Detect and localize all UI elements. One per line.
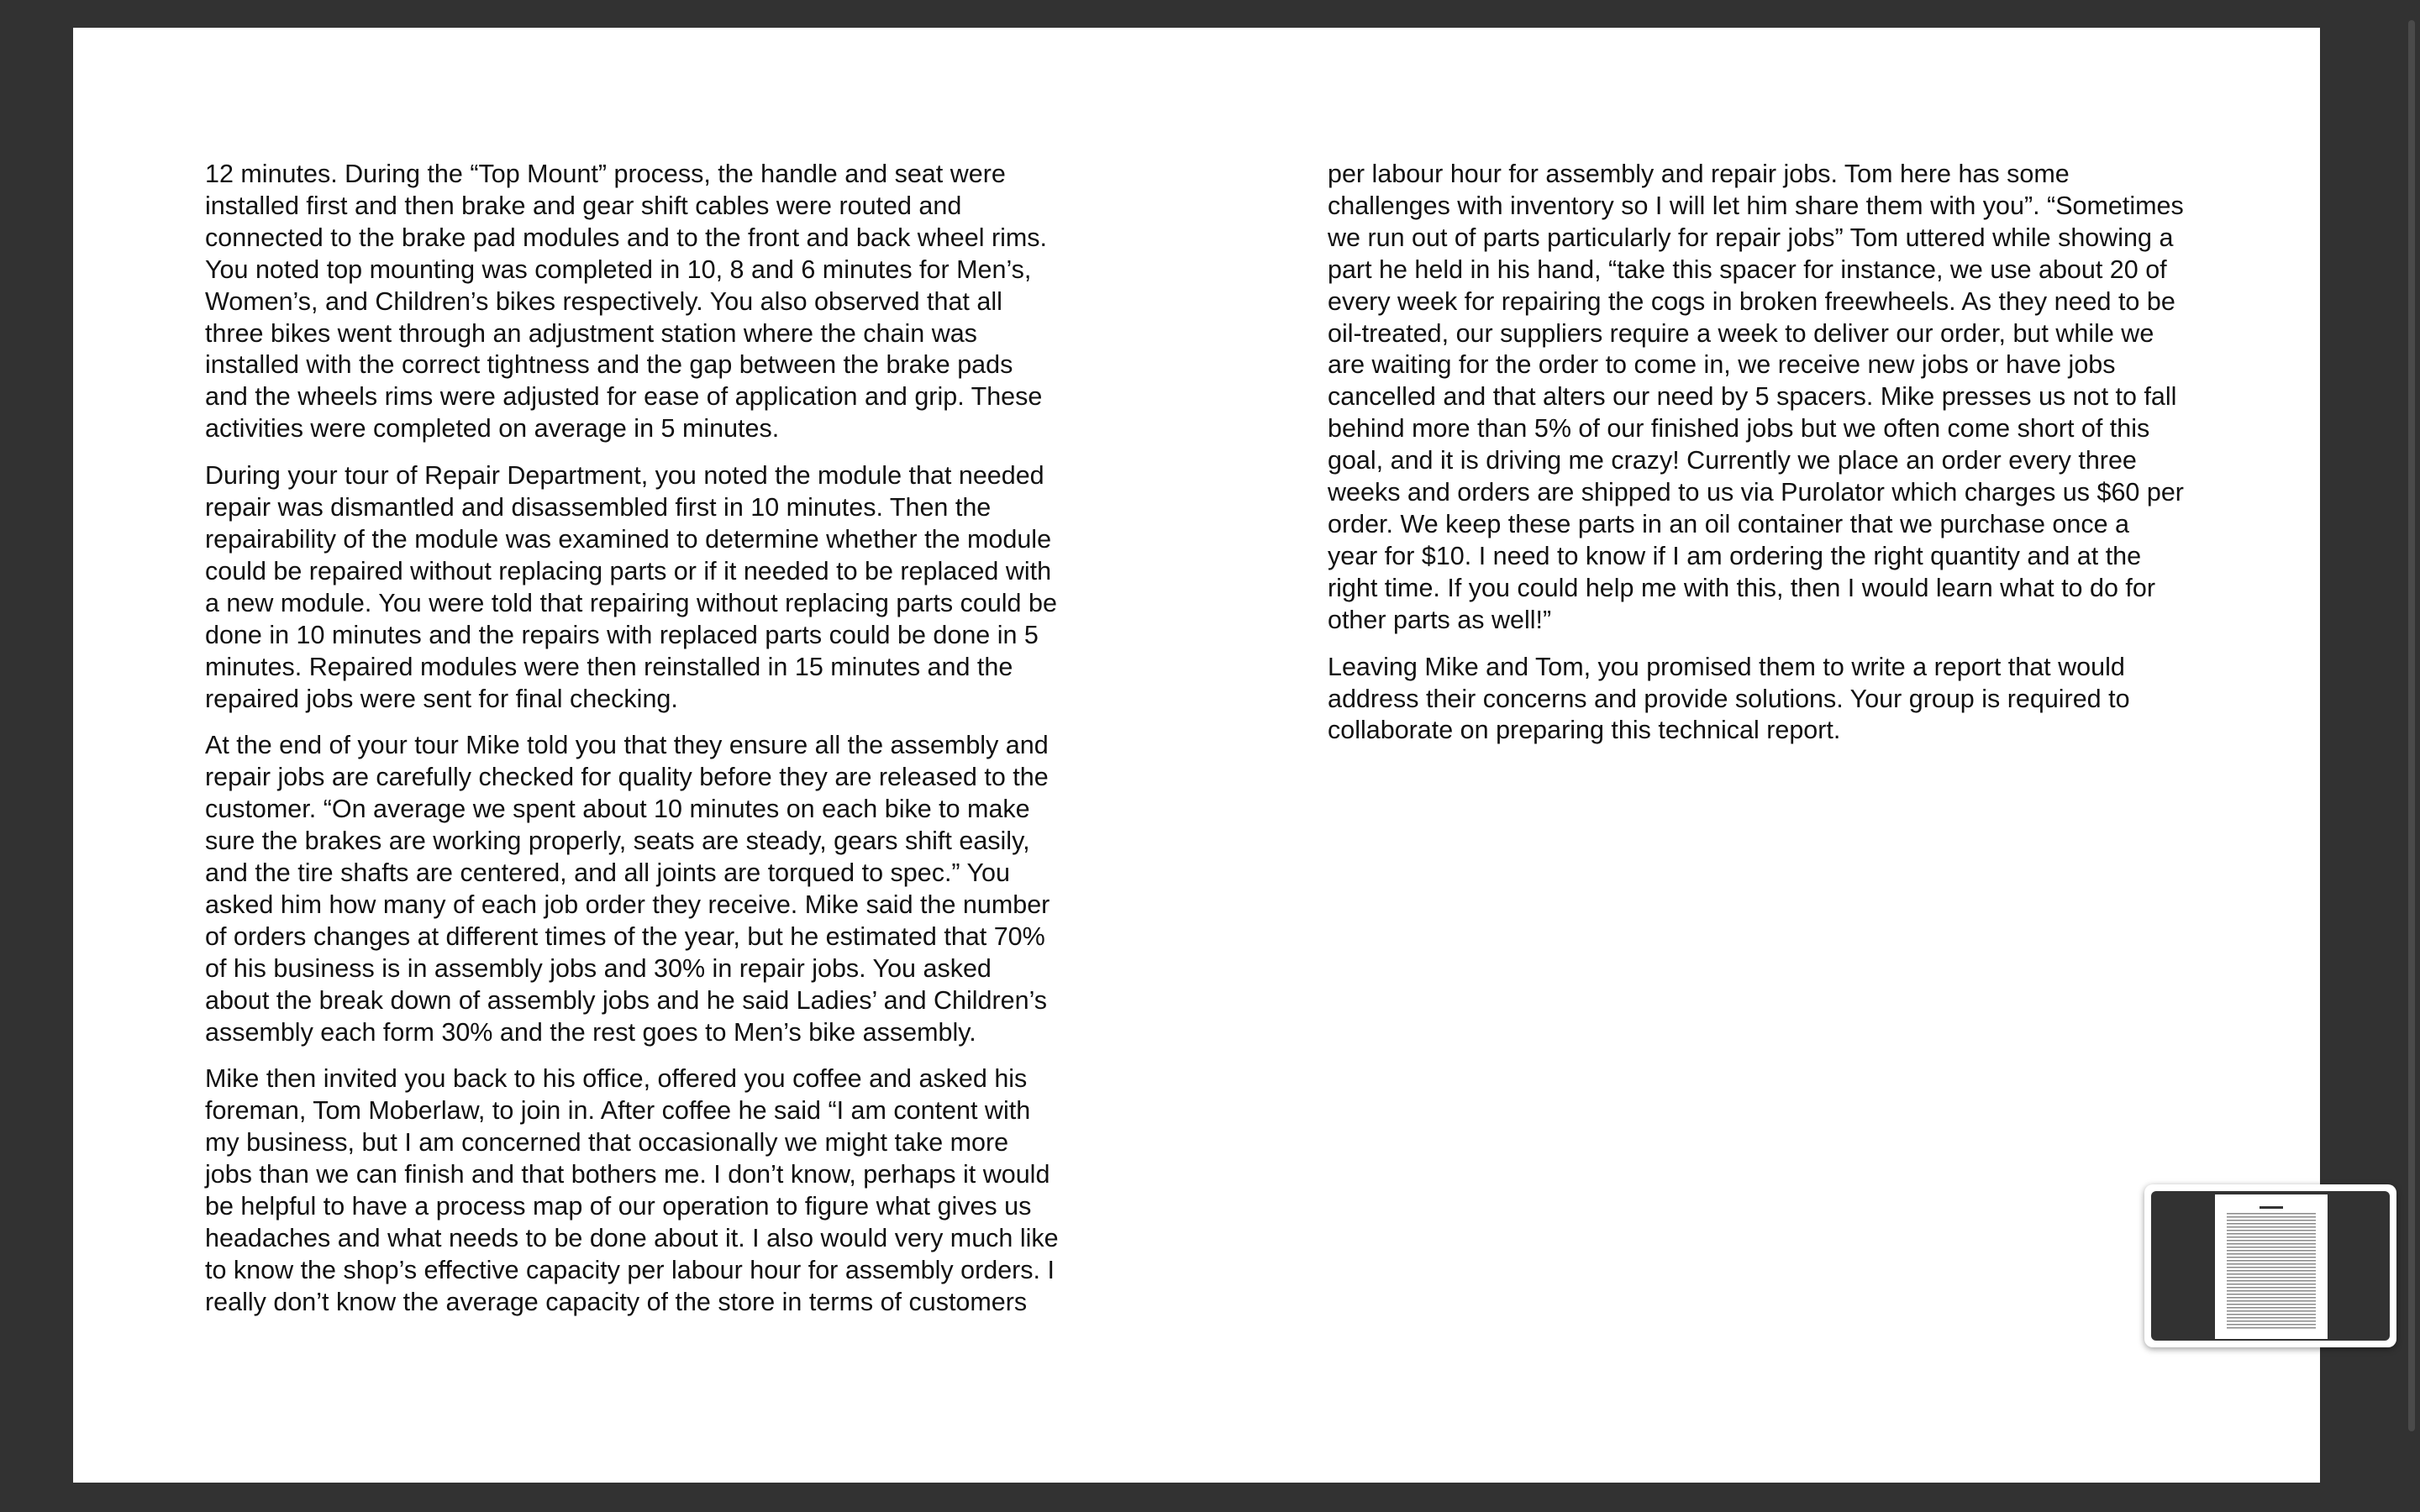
thumbnail-frame	[2151, 1191, 2390, 1341]
thumbnail-text-lines	[2227, 1213, 2316, 1329]
paragraph: During your tour of Repair Department, you noted the module that needed repair was dismantled and disassembled first in 10 minutes. Then the repairability of the module was examined to determine whether the module could be repaired without replacing parts or if it needed to be replaced with a new module. You were told that repairing without replacing parts could be done in 10 minutes and the repairs with replaced parts could be done in 5 minutes. Repaired modules were then reinstalled in 15 minutes and the repaired jobs were sent for final checking.	[205, 461, 1057, 713]
paragraph: per labour hour for assembly and repair jobs. Tom here has some challenges with inventory so I will let him share them with you”. “Sometimes we run out of parts particularly for repair jobs” Tom uttered while showing a part he held in his hand, “take this spacer for instance, we use about 20 of every week for repairing the cogs in broken freewheels. As they need to be oil-treated, our suppliers require a week to deliver our order, but while we are waiting for the order to come in, we receive new jobs or have jobs cancelled and that alters our need by 5 spacers. Mike presses us not to fall behind more than 5% of our finished jobs but we often come short of this goal, and it is driving me crazy! Currently we place an order every three weeks and orders are shipped to us via Purolator which charges us $60 per order. We keep these parts in an oil container that we purchase once a year for $10. I need to know if I am ordering the right quantity and at the right time. If you could help me with this, then I would learn what to do for other parts as well!”	[1328, 160, 2184, 634]
paragraph: Mike then invited you back to his office, offered you coffee and asked his foreman, Tom Moberlaw, to join in. After coffee he said “I am content with my business, but I am concerned that occasionally we might take more jobs than we can finish and that bothers me. I don’t know, perhaps it would be helpful to have a process map of our operation to figure what gives us headaches and what needs to be done about it. I also would very much like to know the shop’s effective capacity per labour hour for assembly orders. I really don’t know the average capacity of the store in terms of customers	[205, 1064, 1059, 1316]
vertical-scrollbar[interactable]	[2407, 20, 2415, 1492]
scrollbar-thumb[interactable]	[2408, 20, 2415, 1431]
document-page	[73, 28, 2320, 1483]
left-column	[205, 159, 1096, 1334]
page-thumbnail-preview[interactable]	[2144, 1184, 2396, 1347]
right-column	[1328, 159, 2218, 762]
paragraph: Leaving Mike and Tom, you promised them to write a report that would address their concerns and provide solutions. Your group is required to collaborate on preparing this technical report.	[1328, 652, 2130, 745]
thumbnail-title-line	[2260, 1206, 2283, 1209]
thumbnail-page	[2215, 1194, 2328, 1339]
paragraph: 12 minutes. During the “Top Mount” process, the handle and seat were installed first and then brake and gear shift cables were routed and connected to the brake pad modules and to the front and back wheel rims. You noted top mounting was completed in 10, 8 and 6 minutes for Men’s, Women’s, and Children’s bikes respectively. You also observed that all three bikes went through an adjustment station where the chain was installed with the correct tightness and the gap between the brake pads and the wheels rims were adjusted for ease of application and grip. These activities were completed on average in 5 minutes.	[205, 160, 1048, 444]
paragraph: At the end of your tour Mike told you that they ensure all the assembly and repair jobs are carefully checked for quality before they are released to the customer. “On average we spent about 10 minutes on each bike to make sure the brakes are working properly, seats are steady, gears shift easily, and the tire shafts are centered, and all joints are torqued to spec.” You asked him how many of each job order they receive. Mike said the number of orders changes at different times of the year, but he estimated that 70% of his business is in assembly jobs and 30% in repair jobs. You asked about the break down of assembly jobs and he said Ladies’ and Children’s assembly each form 30% and the rest goes to Men’s bike assembly.	[205, 731, 1050, 1047]
